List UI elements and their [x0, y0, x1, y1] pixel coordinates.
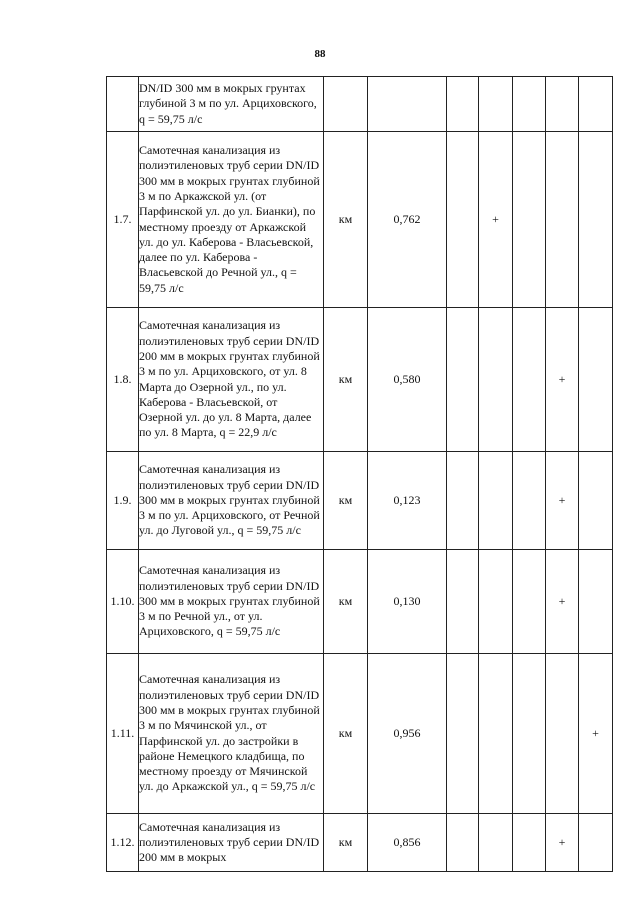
row-description: DN/ID 300 мм в мокрых грунтах глубиной 3 м по ул. Арциховского, q = 59,75 л/с — [139, 77, 324, 132]
table-row — [107, 654, 613, 814]
stage-mark — [479, 77, 513, 132]
row-quantity: 0,956 — [368, 654, 447, 814]
stage-mark — [513, 550, 546, 654]
stage-mark — [579, 452, 613, 550]
stage-mark — [447, 814, 479, 872]
stage-mark — [479, 452, 513, 550]
row-description: Самотечная канализация из полиэтиленовых труб серии DN/ID 300 мм в мокрых грунтах глубиной 3 м по Речной ул., от ул. Арциховского, q = 59,75 л/с — [139, 550, 324, 654]
table-row — [107, 308, 613, 452]
row-unit: км — [324, 654, 368, 814]
row-unit: км — [324, 132, 368, 308]
stage-mark: + — [546, 452, 579, 550]
stage-mark — [579, 77, 613, 132]
stage-mark — [479, 814, 513, 872]
table-row — [107, 452, 613, 550]
stage-mark — [479, 550, 513, 654]
stage-mark — [546, 132, 579, 308]
stage-mark — [579, 814, 613, 872]
stage-mark: + — [546, 550, 579, 654]
table-row — [107, 77, 613, 132]
row-number: 1.7. — [107, 132, 139, 308]
row-description: Самотечная канализация из полиэтиленовых труб серии DN/ID 300 мм в мокрых грунтах глубиной 3 м по Мячинской ул., от Парфинской ул. до застройки в районе Немецкого кладбища, по местному проезду от Мячинской ул. до Аркажской ул., q = 59,75 л/с — [139, 654, 324, 814]
stage-mark — [513, 654, 546, 814]
stage-mark — [513, 77, 546, 132]
row-unit: км — [324, 452, 368, 550]
stage-mark: + — [546, 814, 579, 872]
stage-mark — [579, 132, 613, 308]
row-quantity: 0,580 — [368, 308, 447, 452]
row-number: 1.10. — [107, 550, 139, 654]
stage-mark — [447, 452, 479, 550]
table-row — [107, 550, 613, 654]
row-number: 1.11. — [107, 654, 139, 814]
stage-mark — [579, 308, 613, 452]
stage-mark — [479, 654, 513, 814]
stage-mark — [447, 654, 479, 814]
row-quantity: 0,856 — [368, 814, 447, 872]
row-description: Самотечная канализация из полиэтиленовых труб серии DN/ID 200 мм в мокрых — [139, 814, 324, 872]
stage-mark — [513, 814, 546, 872]
row-number: 1.12. — [107, 814, 139, 872]
stage-mark — [546, 77, 579, 132]
stage-mark: + — [546, 308, 579, 452]
page-number: 88 — [314, 48, 326, 60]
table-row — [107, 814, 613, 872]
stage-mark — [513, 452, 546, 550]
row-description: Самотечная канализация из полиэтиленовых труб серии DN/ID 300 мм в мокрых грунтах глубиной 3 м по Аркажской ул. (от Парфинской ул. до ул. Бианки), по местному проезду от Аркажской ул. до ул. Каберова - Власьевской, далее по ул. Каберова - Власьевской до Речной ул., q = 59,75 л/с — [139, 132, 324, 308]
stage-mark — [513, 308, 546, 452]
stage-mark — [479, 308, 513, 452]
row-quantity: 0,762 — [368, 132, 447, 308]
stage-mark — [546, 654, 579, 814]
row-unit: км — [324, 814, 368, 872]
row-quantity: 0,123 — [368, 452, 447, 550]
row-unit: км — [324, 308, 368, 452]
row-quantity: 0,130 — [368, 550, 447, 654]
stage-mark: + — [579, 654, 613, 814]
row-description: Самотечная канализация из полиэтиленовых труб серии DN/ID 200 мм в мокрых грунтах глубиной 3 м по ул. Арциховского, от ул. 8 Марта до Озерной ул., по ул. Каберова - Власьевской, от Озерной ул. до ул. 8 Марта, далее по ул. 8 Марта, q = 22,9 л/с — [139, 308, 324, 452]
stage-mark — [447, 132, 479, 308]
stage-mark — [579, 550, 613, 654]
stage-mark — [447, 550, 479, 654]
row-unit: км — [324, 550, 368, 654]
row-number — [107, 77, 139, 132]
stage-mark — [447, 77, 479, 132]
row-number: 1.8. — [107, 308, 139, 452]
table-row — [107, 132, 613, 308]
row-unit — [324, 77, 368, 132]
stage-mark — [513, 132, 546, 308]
row-number: 1.9. — [107, 452, 139, 550]
row-description: Самотечная канализация из полиэтиленовых труб серии DN/ID 300 мм в мокрых грунтах глубиной 3 м по ул. Арциховского, от Речной ул. до Луговой ул., q = 59,75 л/с — [139, 452, 324, 550]
works-table — [106, 76, 613, 872]
stage-mark: + — [479, 132, 513, 308]
stage-mark — [447, 308, 479, 452]
row-quantity — [368, 77, 447, 132]
